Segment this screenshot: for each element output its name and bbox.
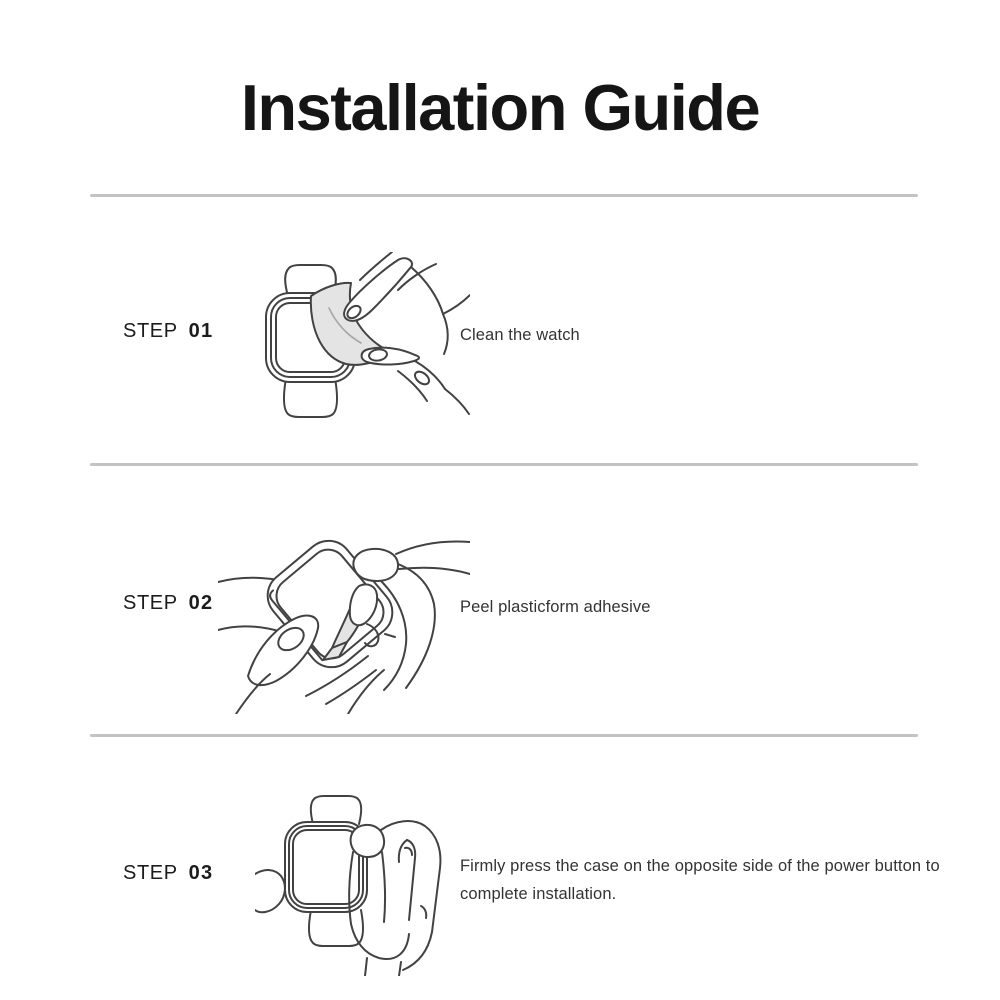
step-number: 03	[188, 862, 214, 884]
peel-adhesive-illustration	[218, 524, 470, 714]
step-word: STEP	[123, 320, 178, 342]
step-number: 02	[188, 592, 214, 614]
divider-line	[90, 463, 918, 466]
press-case-illustration	[255, 786, 475, 976]
step-3-description: Firmly press the case on the opposite side of the power button to complete installation.	[460, 857, 940, 903]
step-number: 01	[188, 320, 214, 342]
step-3-label	[123, 862, 213, 885]
clean-watch-illustration	[250, 252, 470, 432]
step-word: STEP	[123, 862, 178, 884]
step-2-description: Peel plasticform adhesive	[460, 598, 651, 616]
divider-line	[90, 194, 918, 197]
step-1-label	[123, 320, 213, 343]
step-1-description: Clean the watch	[460, 326, 580, 344]
step-word: STEP	[123, 592, 178, 614]
page-title: Installation Guide	[240, 70, 760, 144]
step-2-label	[123, 592, 213, 615]
divider-line	[90, 734, 918, 737]
